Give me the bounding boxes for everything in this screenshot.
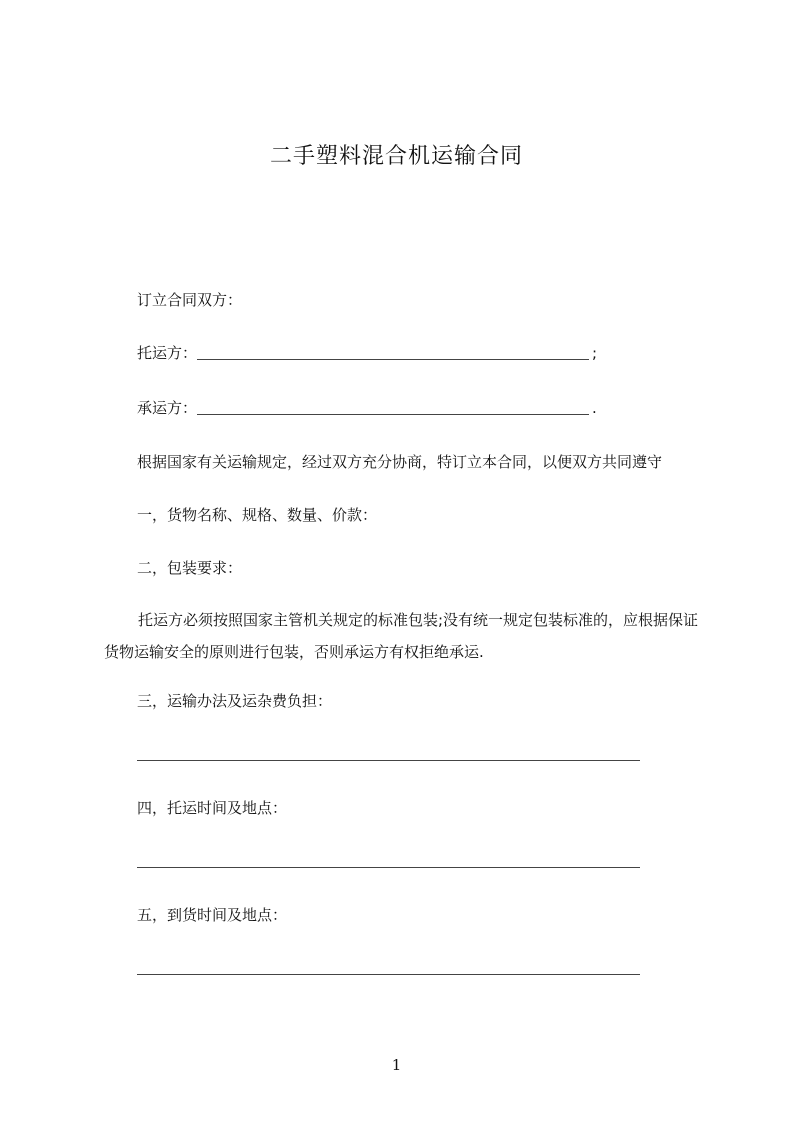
carrier-label: 承运方： (137, 399, 198, 417)
carrier-end-punct: . (592, 399, 597, 417)
section-goods-heading: 一，货物名称、规格、数量、价款： (137, 506, 378, 524)
carrier-line (137, 397, 597, 419)
section-delivery-heading: 五，到货时间及地点： (137, 906, 288, 924)
section-transport-heading: 三，运输办法及运杂费负担： (137, 692, 333, 710)
page-number: 1 (391, 1056, 402, 1074)
contract-title: 二手塑料混合机运输合同 (269, 144, 523, 169)
parties-heading: 订立合同双方： (137, 291, 243, 309)
preamble-text: 根据国家有关运输规定，经过双方充分协商，特订立本合同，以便双方共同遵守 (137, 453, 663, 471)
section-pickup-heading: 四，托运时间及地点： (137, 799, 288, 817)
shipper-end-punct: ; (592, 344, 598, 362)
shipper-label: 托运方： (137, 344, 198, 362)
transport-fill-line[interactable] (137, 760, 640, 761)
shipper-blank[interactable] (197, 344, 589, 360)
section-packaging-heading: 二，包装要求： (137, 559, 243, 577)
carrier-blank[interactable] (197, 399, 589, 415)
pickup-fill-line[interactable] (137, 867, 640, 868)
shipper-line (137, 342, 597, 364)
section-packaging-body: 托运方必须按照国家主管机关规定的标准包装;没有统一规定包装标准的，应根据保证货物运输安全的原则进行包装，否则承运方有权拒绝承运. (104, 611, 699, 661)
delivery-fill-line[interactable] (137, 974, 640, 975)
